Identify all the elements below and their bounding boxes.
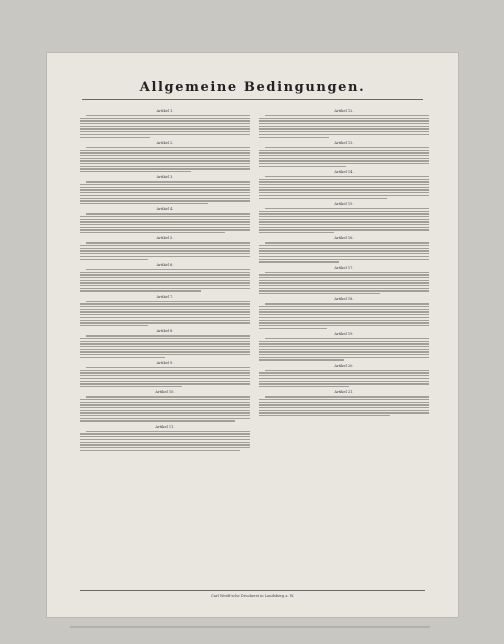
page-fold bbox=[70, 626, 430, 628]
text-line bbox=[80, 274, 250, 275]
text-line bbox=[265, 303, 429, 304]
text-line bbox=[259, 309, 429, 310]
text-line bbox=[86, 242, 250, 243]
text-line bbox=[86, 367, 250, 368]
text-line bbox=[80, 372, 250, 373]
text-line bbox=[80, 219, 250, 220]
text-line bbox=[86, 301, 250, 302]
text-line bbox=[259, 314, 429, 315]
article-heading: Artikel 7. bbox=[156, 294, 174, 299]
text-line bbox=[80, 166, 250, 167]
text-line bbox=[259, 259, 429, 260]
text-line bbox=[80, 200, 250, 201]
article-heading: Artikel 10. bbox=[155, 390, 175, 395]
text-line bbox=[80, 383, 250, 384]
text-line bbox=[259, 341, 429, 342]
text-line bbox=[80, 341, 250, 342]
article-heading: Artikel 4. bbox=[156, 207, 174, 212]
text-line bbox=[80, 442, 250, 443]
text-line bbox=[259, 285, 429, 286]
text-line bbox=[80, 158, 250, 159]
text-line bbox=[80, 399, 250, 400]
article-heading: Artikel 9. bbox=[156, 361, 174, 366]
text-line bbox=[259, 229, 429, 230]
text-line bbox=[259, 120, 429, 121]
text-line bbox=[80, 277, 250, 278]
text-line bbox=[259, 351, 429, 352]
text-line bbox=[80, 314, 250, 315]
text-line bbox=[259, 158, 429, 159]
text-line bbox=[259, 184, 429, 185]
article-heading: Artikel 18. bbox=[334, 297, 354, 302]
text-line bbox=[80, 285, 250, 286]
text-line bbox=[265, 176, 429, 177]
text-line bbox=[259, 402, 429, 403]
text-line bbox=[80, 227, 250, 228]
text-line bbox=[259, 311, 429, 312]
text-line bbox=[80, 120, 250, 121]
text-line bbox=[80, 381, 250, 382]
article-heading: Artikel 5. bbox=[156, 236, 174, 241]
text-line bbox=[259, 343, 429, 344]
title-rule bbox=[82, 99, 423, 100]
text-line bbox=[259, 410, 429, 411]
article-heading: Artikel 12. bbox=[334, 109, 354, 113]
text-line bbox=[259, 280, 429, 281]
text-line bbox=[259, 293, 380, 294]
text-line bbox=[259, 322, 429, 323]
right-column bbox=[259, 106, 429, 580]
text-line bbox=[80, 224, 250, 225]
text-line bbox=[259, 306, 429, 307]
text-line bbox=[259, 290, 429, 291]
text-line bbox=[86, 115, 250, 116]
text-line bbox=[86, 181, 250, 182]
text-line bbox=[259, 256, 429, 257]
text-line bbox=[259, 328, 327, 329]
text-line bbox=[259, 198, 387, 199]
text-line bbox=[80, 343, 250, 344]
text-line bbox=[80, 346, 250, 347]
text-line bbox=[259, 187, 429, 188]
text-line bbox=[259, 189, 429, 190]
text-line bbox=[80, 282, 250, 283]
text-line bbox=[259, 375, 429, 376]
document-title: Allgemeine Bedingungen. bbox=[139, 80, 366, 95]
text-line bbox=[80, 420, 235, 421]
text-line bbox=[259, 118, 429, 119]
text-line bbox=[80, 325, 148, 326]
text-line bbox=[259, 134, 429, 135]
text-line bbox=[259, 349, 429, 350]
text-line bbox=[80, 436, 250, 437]
text-line bbox=[259, 224, 429, 225]
text-line bbox=[259, 160, 429, 161]
text-line bbox=[80, 290, 201, 291]
text-line bbox=[259, 354, 429, 355]
text-line bbox=[259, 399, 429, 400]
text-line bbox=[259, 123, 429, 124]
text-line bbox=[259, 195, 429, 196]
text-line bbox=[80, 123, 250, 124]
text-line bbox=[259, 166, 346, 167]
article-heading: Artikel 15. bbox=[334, 201, 354, 206]
text-line bbox=[259, 163, 429, 164]
text-line bbox=[80, 203, 208, 204]
article-heading: Artikel 3. bbox=[156, 175, 174, 180]
document-sheet bbox=[46, 52, 459, 618]
text-line bbox=[259, 277, 429, 278]
text-line bbox=[80, 317, 250, 318]
text-line bbox=[259, 261, 339, 262]
text-line bbox=[80, 256, 250, 257]
article-heading: Artikel 1. bbox=[156, 109, 174, 113]
text-line bbox=[80, 195, 250, 196]
footer-rule bbox=[80, 590, 425, 591]
text-line bbox=[259, 320, 429, 321]
text-line bbox=[80, 253, 250, 254]
article-heading: Artikel 13. bbox=[334, 140, 354, 145]
left-column bbox=[80, 106, 250, 580]
text-line bbox=[86, 335, 250, 336]
text-line bbox=[80, 198, 250, 199]
text-line bbox=[80, 192, 250, 193]
text-line bbox=[259, 221, 429, 222]
text-line bbox=[80, 402, 250, 403]
text-line bbox=[80, 351, 250, 352]
text-line bbox=[259, 227, 429, 228]
text-line bbox=[259, 383, 429, 384]
text-line bbox=[259, 131, 429, 132]
text-line bbox=[259, 372, 429, 373]
text-line bbox=[80, 415, 250, 416]
text-line bbox=[265, 147, 429, 148]
text-line bbox=[80, 152, 250, 153]
text-line bbox=[259, 250, 429, 251]
article-heading: Artikel 8. bbox=[156, 329, 174, 334]
text-line bbox=[80, 187, 250, 188]
text-line bbox=[80, 322, 250, 323]
text-line bbox=[80, 375, 250, 376]
text-line bbox=[80, 410, 250, 411]
text-line bbox=[259, 232, 334, 233]
text-line bbox=[80, 232, 225, 233]
text-line bbox=[80, 216, 250, 217]
text-line bbox=[80, 250, 250, 251]
text-line bbox=[259, 181, 429, 182]
text-line bbox=[259, 325, 429, 326]
text-line bbox=[265, 272, 429, 273]
text-line bbox=[259, 152, 429, 153]
text-line bbox=[80, 163, 250, 164]
text-line bbox=[259, 253, 429, 254]
text-line bbox=[259, 274, 429, 275]
text-line bbox=[259, 150, 429, 151]
text-line bbox=[259, 282, 429, 283]
text-line bbox=[259, 386, 349, 387]
text-line bbox=[80, 259, 148, 260]
text-line bbox=[259, 245, 429, 246]
text-line bbox=[80, 412, 250, 413]
text-line bbox=[80, 137, 150, 138]
text-line bbox=[80, 245, 250, 246]
text-line bbox=[259, 357, 429, 358]
article-heading: Artikel 19. bbox=[334, 331, 354, 336]
text-line bbox=[80, 349, 250, 350]
text-line bbox=[86, 147, 250, 148]
text-line bbox=[80, 433, 250, 434]
article-heading: Artikel 14. bbox=[334, 170, 354, 174]
text-line bbox=[80, 168, 250, 169]
text-line bbox=[80, 118, 250, 119]
text-line bbox=[80, 309, 250, 310]
text-line bbox=[80, 407, 250, 408]
text-line bbox=[80, 272, 250, 273]
text-line bbox=[259, 137, 329, 138]
text-line bbox=[80, 184, 250, 185]
text-line bbox=[80, 280, 250, 281]
text-line bbox=[265, 338, 429, 339]
text-line bbox=[80, 378, 250, 379]
text-line bbox=[259, 219, 429, 220]
text-line bbox=[259, 213, 429, 214]
text-line bbox=[80, 189, 250, 190]
article-heading: Artikel 11. bbox=[155, 424, 175, 429]
text-line bbox=[80, 288, 250, 289]
article-heading: Artikel 6. bbox=[156, 262, 174, 267]
text-line bbox=[259, 211, 429, 212]
text-line bbox=[80, 134, 250, 135]
text-line bbox=[259, 317, 429, 318]
article-heading: Artikel 20. bbox=[334, 363, 354, 368]
text-line bbox=[80, 404, 250, 405]
text-line bbox=[80, 160, 250, 161]
text-line bbox=[80, 357, 165, 358]
text-line bbox=[259, 288, 429, 289]
text-line bbox=[259, 216, 429, 217]
text-line bbox=[259, 128, 429, 129]
text-line bbox=[259, 248, 429, 249]
text-line bbox=[80, 221, 250, 222]
text-line bbox=[265, 370, 429, 371]
text-line bbox=[80, 447, 250, 448]
text-line bbox=[80, 126, 250, 127]
text-line bbox=[80, 303, 250, 304]
article-heading: Artikel 21. bbox=[334, 390, 354, 395]
text-line bbox=[259, 378, 429, 379]
text-line bbox=[259, 412, 429, 413]
text-line bbox=[259, 404, 429, 405]
text-line bbox=[80, 439, 250, 440]
text-line bbox=[80, 386, 182, 387]
printer-imprint: Carl Weidt'sche Druckerei in Landsberg a. W. bbox=[211, 594, 294, 598]
text-line bbox=[86, 431, 250, 432]
text-line bbox=[80, 354, 250, 355]
text-line bbox=[80, 370, 250, 371]
text-line bbox=[80, 150, 250, 151]
text-line bbox=[86, 396, 250, 397]
text-line bbox=[80, 444, 250, 445]
text-line bbox=[265, 208, 429, 209]
text-line bbox=[86, 213, 250, 214]
text-line bbox=[80, 418, 250, 419]
text-line bbox=[86, 269, 250, 270]
article-heading: Artikel 17. bbox=[334, 265, 354, 270]
text-line bbox=[80, 229, 250, 230]
text-line bbox=[259, 359, 344, 360]
text-line bbox=[259, 381, 429, 382]
text-line bbox=[80, 171, 191, 172]
text-line bbox=[80, 155, 250, 156]
text-line bbox=[80, 248, 250, 249]
text-line bbox=[259, 192, 429, 193]
article-heading: Artikel 16. bbox=[334, 236, 354, 241]
text-line bbox=[80, 338, 250, 339]
text-line bbox=[80, 320, 250, 321]
article-heading: Artikel 2. bbox=[156, 140, 174, 145]
text-line bbox=[259, 179, 429, 180]
text-line bbox=[259, 126, 429, 127]
text-line bbox=[80, 131, 250, 132]
text-line bbox=[80, 450, 240, 451]
text-line bbox=[80, 311, 250, 312]
text-line bbox=[259, 155, 429, 156]
text-line bbox=[259, 346, 429, 347]
text-line bbox=[259, 415, 390, 416]
text-line bbox=[265, 242, 429, 243]
text-line bbox=[80, 306, 250, 307]
text-line bbox=[265, 115, 429, 116]
text-line bbox=[80, 128, 250, 129]
text-line bbox=[265, 396, 429, 397]
text-line bbox=[259, 407, 429, 408]
